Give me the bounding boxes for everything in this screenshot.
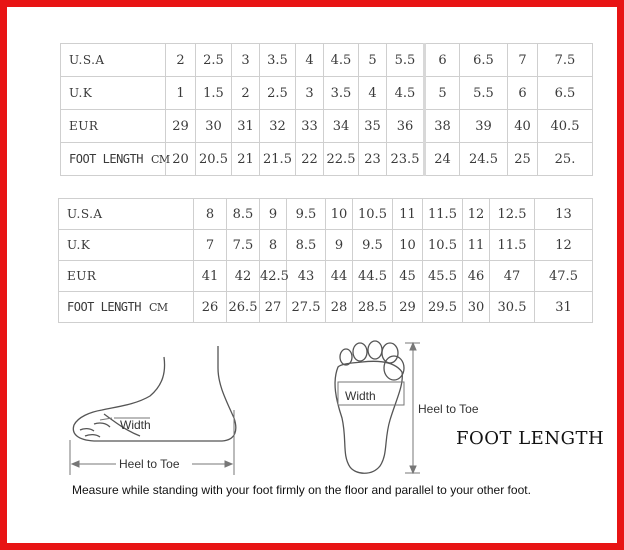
size-cell: 3 [296, 77, 324, 110]
size-cell: 7.5 [227, 230, 260, 261]
size-cell: 12 [463, 199, 490, 230]
size-cell: 47 [490, 261, 535, 292]
size-cell: 12.5 [490, 199, 535, 230]
size-cell: 30.5 [490, 292, 535, 323]
size-cell: 3 [232, 44, 260, 77]
size-cell: 4 [296, 44, 324, 77]
size-cell: 43 [287, 261, 326, 292]
row-label: FOOT LENGTH CM [61, 143, 166, 176]
size-cell: 5 [359, 44, 387, 77]
size-cell: 25. [538, 143, 593, 176]
size-cell: 26 [194, 292, 227, 323]
size-cell: 6.5 [538, 77, 593, 110]
size-cell: 10 [326, 199, 353, 230]
size-cell: 42 [227, 261, 260, 292]
row-label: EUR [59, 261, 194, 292]
size-cell: 3.5 [324, 77, 359, 110]
size-cell: 46 [463, 261, 490, 292]
size-cell: 39 [460, 110, 508, 143]
row-label: U.K [61, 77, 166, 110]
size-cell: 41 [194, 261, 227, 292]
size-cell: 34 [324, 110, 359, 143]
size-cell: 31 [232, 110, 260, 143]
size-cell: 9.5 [353, 230, 393, 261]
size-cell: 40 [508, 110, 538, 143]
size-cell: 27 [260, 292, 287, 323]
size-cell: 5 [425, 77, 460, 110]
row-label: EUR [61, 110, 166, 143]
size-cell: 8.5 [287, 230, 326, 261]
size-cell: 6 [508, 77, 538, 110]
size-cell: 9 [326, 230, 353, 261]
size-cell: 2.5 [196, 44, 232, 77]
size-cell: 38 [425, 110, 460, 143]
size-cell: 1 [166, 77, 196, 110]
size-cell: 4 [359, 77, 387, 110]
size-cell: 7.5 [538, 44, 593, 77]
top-heel-to-toe-label: Heel to Toe [418, 402, 479, 416]
side-width-label: Width [120, 418, 151, 432]
size-cell: 10.5 [423, 230, 463, 261]
size-cell: 24 [425, 143, 460, 176]
size-cell: 22 [296, 143, 324, 176]
size-cell: 28.5 [353, 292, 393, 323]
size-cell: 31 [535, 292, 593, 323]
size-cell: 7 [508, 44, 538, 77]
size-cell: 11 [393, 199, 423, 230]
footprint-illustration [335, 341, 404, 473]
size-cell: 29 [166, 110, 196, 143]
size-cell: 9 [260, 199, 287, 230]
size-cell: 32 [260, 110, 296, 143]
size-cell: 6.5 [460, 44, 508, 77]
size-cell: 4.5 [387, 77, 425, 110]
size-cell: 11.5 [490, 230, 535, 261]
size-cell: 24.5 [460, 143, 508, 176]
measuring-instruction: Measure while standing with your foot firmly on the floor and parallel to your other foot. [72, 483, 531, 497]
size-cell: 23 [359, 143, 387, 176]
size-cell: 20 [166, 143, 196, 176]
size-cell: 22.5 [324, 143, 359, 176]
size-cell: 2 [166, 44, 196, 77]
size-cell: 30 [463, 292, 490, 323]
foot-length-title: FOOT LENGTH [456, 428, 605, 449]
unit-label: CM [148, 301, 168, 314]
top-width-label: Width [345, 389, 376, 403]
size-cell: 20.5 [196, 143, 232, 176]
size-cell: 4.5 [324, 44, 359, 77]
size-cell: 1.5 [196, 77, 232, 110]
size-cell: 44 [326, 261, 353, 292]
row-label: U.K [59, 230, 194, 261]
unit-label: CM [150, 153, 170, 166]
side-foot-illustration [73, 346, 235, 441]
size-cell: 9.5 [287, 199, 326, 230]
size-cell: 8 [260, 230, 287, 261]
size-cell: 5.5 [387, 44, 425, 77]
size-cell: 27.5 [287, 292, 326, 323]
size-cell: 2 [232, 77, 260, 110]
size-cell: 10 [393, 230, 423, 261]
row-label: U.S.A [59, 199, 194, 230]
size-cell: 47.5 [535, 261, 593, 292]
size-cell: 10.5 [353, 199, 393, 230]
size-cell: 40.5 [538, 110, 593, 143]
size-cell: 3.5 [260, 44, 296, 77]
size-cell: 26.5 [227, 292, 260, 323]
size-cell: 11 [463, 230, 490, 261]
size-cell: 11.5 [423, 199, 463, 230]
size-cell: 45.5 [423, 261, 463, 292]
size-cell: 21.5 [260, 143, 296, 176]
size-cell: 28 [326, 292, 353, 323]
size-cell: 36 [387, 110, 425, 143]
size-cell: 7 [194, 230, 227, 261]
size-cell: 23.5 [387, 143, 425, 176]
size-cell: 13 [535, 199, 593, 230]
size-cell: 2.5 [260, 77, 296, 110]
size-cell: 44.5 [353, 261, 393, 292]
size-cell: 5.5 [460, 77, 508, 110]
size-cell: 45 [393, 261, 423, 292]
size-cell: 6 [425, 44, 460, 77]
size-cell: 30 [196, 110, 232, 143]
size-cell: 33 [296, 110, 324, 143]
row-label: FOOT LENGTH CM [59, 292, 194, 323]
side-heel-to-toe-label: Heel to Toe [119, 457, 180, 471]
size-cell: 42.5 [260, 261, 287, 292]
row-label: U.S.A [61, 44, 166, 77]
size-cell: 8.5 [227, 199, 260, 230]
size-cell: 21 [232, 143, 260, 176]
size-cell: 29.5 [423, 292, 463, 323]
size-cell: 35 [359, 110, 387, 143]
size-cell: 29 [393, 292, 423, 323]
size-cell: 12 [535, 230, 593, 261]
size-cell: 25 [508, 143, 538, 176]
size-cell: 8 [194, 199, 227, 230]
